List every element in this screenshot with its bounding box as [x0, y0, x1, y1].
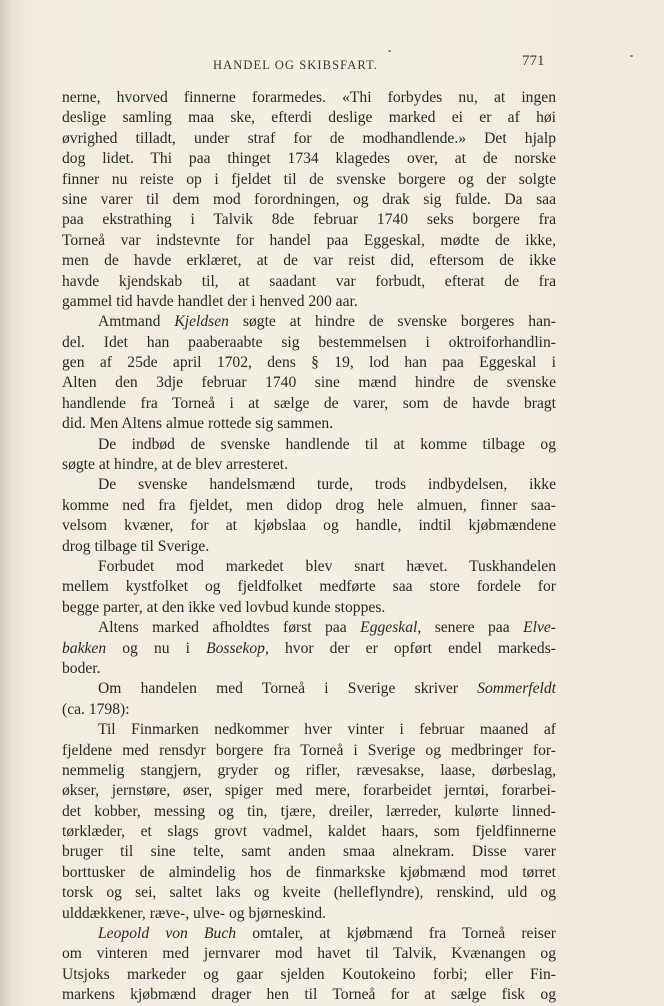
text-line	[62, 394, 556, 414]
line-text: drog tilbage til Sverige.	[62, 537, 210, 555]
line-text: senere paa	[421, 619, 524, 637]
text-line	[62, 333, 556, 353]
page-edge-shadow	[0, 0, 12, 1006]
text-line	[62, 822, 556, 842]
italic-name: Elve-	[523, 619, 556, 637]
text-line	[62, 537, 556, 557]
line-text: gammel tid havde handlet der i henved 200 aar.	[62, 292, 358, 310]
line-text: markens kjøbmænd drager hen til Torneå for at sælge fisk og	[62, 986, 556, 1004]
text-line	[62, 863, 556, 883]
text-line	[62, 496, 556, 516]
italic-name: Eggeskal,	[360, 619, 422, 637]
text-line	[62, 741, 556, 761]
text-line	[62, 965, 556, 985]
line-text: del. Idet han paaberaabte sig bestemmelsen i oktroiforhandlin-	[62, 333, 556, 351]
text-line	[62, 516, 556, 536]
text-line	[62, 190, 556, 210]
text-line	[62, 720, 556, 740]
line-text: borttusker de almindelig hos de finmarkske kjøbmænd mod tørret	[62, 863, 556, 881]
line-text: og nu i	[106, 639, 207, 657]
line-text: mellem kystfolket og fjeldfolket medførte saa store fordele for	[62, 578, 556, 596]
line-text: nerne, hvorved finnerne forarmedes. «Thi forbydes nu, at ingen	[62, 89, 556, 106]
text-line	[62, 700, 556, 720]
line-text: sine varer til dem mod forordningen, og drak sig fulde. Da saa	[62, 190, 556, 208]
line-text: handlende fra Torneå i at sælge de varer, som de havde bragt	[62, 394, 556, 412]
line-text: begge parter, at den ikke ved lovbud kunde stoppes.	[62, 598, 386, 616]
line-text: De indbød de svenske handlende til at komme tilbage og	[98, 435, 556, 453]
text-line	[62, 108, 556, 128]
line-text: Altens marked afholdtes først paa	[98, 619, 361, 637]
line-text: Utsjoks markeder og gaar sjelden Koutokeino forbi; eller Fin-	[62, 965, 556, 983]
line-text: om vinteren med jernvarer mod havet til Talvik, Kvænangen og	[62, 945, 556, 963]
ink-speck	[388, 50, 391, 52]
line-text: øvrighed tilladt, under straf for de modhandlende.» Det hjalp	[62, 129, 556, 147]
italic-name: Leopold von Buch	[98, 925, 237, 943]
text-line	[62, 618, 556, 638]
text-line	[62, 679, 556, 699]
running-title: HANDEL OG SKIBSFART.	[213, 58, 379, 72]
text-line	[62, 659, 556, 679]
line-text: men de havde erklæret, at de var reist did, eftersom de ikke	[62, 252, 556, 270]
line-text: økser, jernstøre, øser, spiger med mere, forarbeidet jerntøi, forarbei-	[62, 782, 556, 800]
text-line	[62, 577, 556, 597]
text-line	[62, 292, 556, 312]
italic-name: Kjeldsen	[174, 313, 229, 331]
line-text: Om handelen med Torneå i Sverige skriver	[98, 680, 478, 698]
text-line	[62, 883, 556, 903]
text-line	[62, 924, 556, 944]
line-text: bruger til sine telte, samt anden smaa alnekram. Disse varer	[62, 843, 556, 861]
italic-name: Sommerfeldt	[477, 680, 556, 698]
text-line	[62, 455, 556, 475]
line-text: Til Finmarken nedkommer hver vinter i februar maaned af	[98, 721, 556, 739]
line-text: gen af 25de april 1702, dens § 19, lod han paa Eggeskal i	[62, 354, 556, 372]
line-text: tørklæder, et slags grovt vadmel, kaldet haars, som fjeldfinnerne	[62, 823, 556, 841]
body-text	[62, 88, 556, 1006]
line-text: torsk og sei, saltet laks og kveite (helleflyndre), renskind, uld og	[62, 884, 556, 902]
line-text: ulddækkener, ræve-, ulve- og bjørneskind.	[62, 904, 326, 922]
line-text: boder.	[62, 659, 101, 677]
line-text: Forbudet mod markedet blev snart hævet. Tuskhandelen	[98, 557, 556, 575]
text-line	[62, 802, 556, 822]
line-text: hvor der er opført endel markeds-	[268, 639, 556, 657]
text-line	[62, 210, 556, 230]
line-text: søgte at hindre, at de blev arresteret.	[62, 456, 289, 474]
text-line	[62, 170, 556, 190]
line-text: Alten den 3dje februar 1740 sine mænd hindre de svenske	[62, 374, 556, 392]
line-text: did. Men Altens almue rottede sig sammen.	[62, 415, 334, 433]
text-line	[62, 639, 556, 659]
line-text: det kobber, messing og tin, tjære, dreiler, lærreder, kulørte linned-	[62, 802, 556, 820]
line-text: paa ekstrathing i Talvik 8de februar 1740 seks borgere fra	[62, 211, 556, 229]
text-line	[62, 129, 556, 149]
line-text: nemmelig stangjern, gryder og rifler, rævesakse, laase, dørbeslag,	[62, 761, 556, 779]
line-text: dog lidet. Thi paa thinget 1734 klagedes over, at de norske	[62, 150, 556, 168]
text-line	[62, 475, 556, 495]
text-line	[62, 149, 556, 169]
page-number: 771	[522, 53, 545, 69]
text-line	[62, 557, 556, 577]
line-text: fjeldene med rensdyr borgere fra Torneå i Sverige og medbringer for-	[62, 741, 556, 759]
ink-speck	[630, 55, 633, 57]
line-text: søgte at hindre de svenske borgeres han-	[228, 313, 556, 331]
line-text: omtaler, at kjøbmænd fra Torneå reiser	[236, 925, 556, 943]
text-line	[62, 985, 556, 1005]
italic-name: bakken	[62, 639, 107, 657]
line-text: velsom kvæner, for at kjøbslaa og handle, indtil kjøbmændene	[62, 517, 556, 535]
text-line	[62, 842, 556, 862]
line-text: finner nu reiste op i fjeldet til de svenske borgere og der solgte	[62, 170, 556, 188]
text-line	[62, 272, 556, 292]
line-text: havde kjendskab til, at saadant var forbudt, efterat de fra	[62, 272, 556, 290]
text-line	[62, 373, 556, 393]
line-text: Amtmand	[98, 313, 175, 331]
line-text: deslige samling maa ske, efterdi deslige marked ei er af høi	[62, 109, 556, 127]
text-line	[62, 251, 556, 271]
text-line	[62, 761, 556, 781]
line-text: De svenske handelsmænd turde, trods indbydelsen, ikke	[98, 476, 556, 494]
text-line	[62, 88, 556, 108]
text-line	[62, 414, 556, 434]
text-line	[62, 312, 556, 332]
italic-name: Bossekop,	[206, 639, 269, 657]
text-line	[62, 944, 556, 964]
line-text: komme ned fra fjeldet, men didop drog hele almuen, finner saa-	[62, 496, 556, 514]
text-line	[62, 781, 556, 801]
text-line	[62, 353, 556, 373]
text-line	[62, 435, 556, 455]
text-line	[62, 904, 556, 924]
text-line	[62, 231, 556, 251]
line-text: Torneå var indstevnte for handel paa Eggeskal, mødte de ikke,	[62, 231, 556, 249]
line-text: (ca. 1798):	[62, 700, 130, 718]
text-line	[62, 598, 556, 618]
